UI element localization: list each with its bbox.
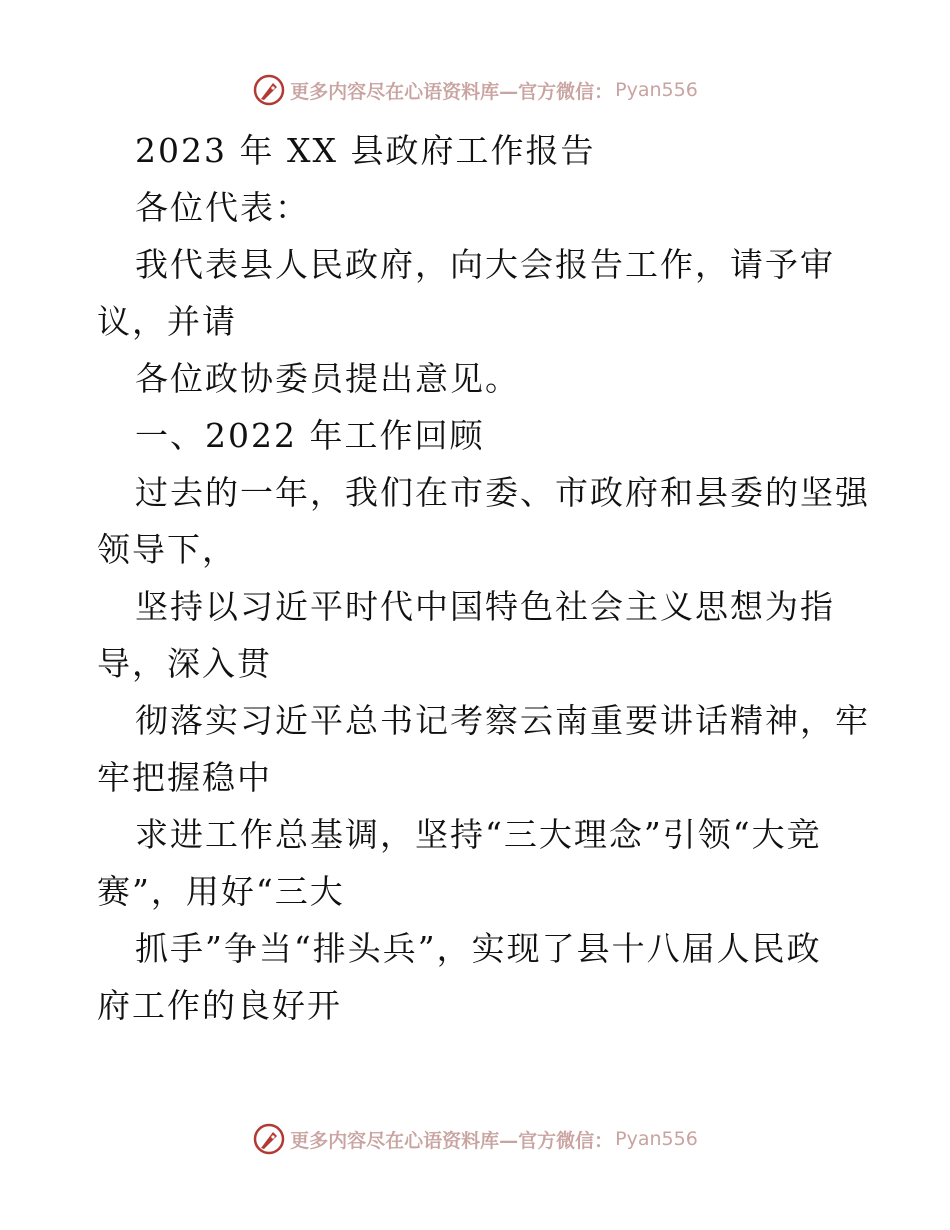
paragraph: 过去的一年，我们在市委、市政府和县委的坚强 领导下，: [97, 473, 870, 569]
pen-nib-logo-icon: [252, 73, 286, 107]
paragraph: 抓手”争当“排头兵”，实现了县十八届人民政 府工作的良好开: [97, 929, 822, 1025]
watermark-contact: Pyan556: [615, 79, 698, 101]
watermark-banner-bottom: [0, 1121, 950, 1157]
paragraph: 我代表县人民政府，向大会报告工作，请予审 议，并请: [97, 245, 835, 341]
watermark-contact: Pyan556: [615, 1128, 698, 1150]
pen-nib-logo-icon: [252, 1122, 286, 1156]
watermark-banner-top: [0, 72, 950, 108]
section-heading: 一、2022 年工作回顾: [135, 416, 485, 455]
salutation: 各位代表：: [135, 188, 310, 227]
paragraph: 各位政协委员提出意见。: [135, 359, 520, 398]
document-body: [97, 122, 870, 1034]
doc-title: 2023 年 XX 县政府工作报告: [135, 131, 596, 170]
paragraph: 彻落实习近平总书记考察云南重要讲话精神，牢 牢把握稳中: [97, 701, 870, 797]
paragraph: 坚持以习近平时代中国特色社会主义思想为指 导，深入贯: [97, 587, 835, 683]
paragraph: 求进工作总基调，坚持“三大理念”引领“大竞 赛”，用好“三大: [97, 815, 822, 911]
watermark-text: 更多内容尽在心语资料库—官方微信：: [290, 80, 614, 103]
watermark-text: 更多内容尽在心语资料库—官方微信：: [290, 1129, 614, 1152]
